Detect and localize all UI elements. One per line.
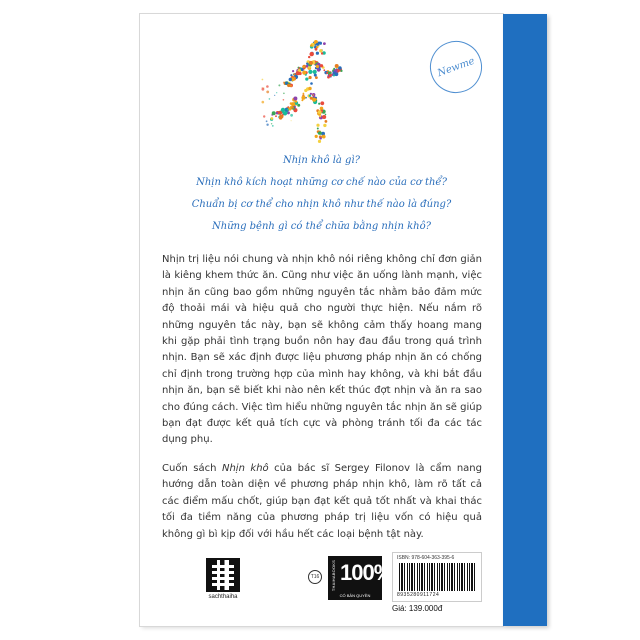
runner-dot bbox=[290, 74, 292, 76]
qr-label: sachthaiha bbox=[208, 594, 238, 600]
blurb-paragraph-2 bbox=[162, 461, 482, 543]
thaihabooks-brand: THAIHABOOKS bbox=[331, 560, 336, 592]
runner-dot bbox=[310, 82, 313, 85]
runner-dot bbox=[292, 70, 294, 72]
runner-dot bbox=[316, 43, 319, 46]
runner-dot bbox=[276, 112, 278, 114]
runner-trail-dot bbox=[262, 79, 264, 81]
runner-dot bbox=[315, 76, 318, 79]
runner-dot bbox=[281, 108, 285, 112]
runner-dot bbox=[305, 78, 308, 81]
runner-dot bbox=[321, 52, 323, 54]
runner-dot bbox=[310, 93, 312, 95]
barcode-bars bbox=[399, 563, 475, 591]
runner-trail-dot bbox=[262, 88, 265, 91]
runner-dot bbox=[289, 78, 292, 81]
runner-dot bbox=[318, 103, 320, 105]
runner-dot bbox=[316, 124, 319, 127]
newme-logo-text: Newme bbox=[435, 55, 477, 79]
qr-code bbox=[208, 560, 238, 590]
runner-trail-dot bbox=[286, 111, 288, 113]
runner-trail-dot bbox=[272, 125, 274, 127]
runner-dot bbox=[320, 137, 322, 139]
question-list bbox=[140, 150, 503, 238]
runner-trail-dot bbox=[291, 103, 293, 105]
runner-trail-dot bbox=[283, 82, 284, 83]
runner-dot bbox=[316, 65, 319, 68]
runner-trail-dot bbox=[290, 114, 293, 117]
runner-dot bbox=[306, 65, 309, 68]
runner-dot bbox=[336, 67, 338, 69]
runner-dot bbox=[318, 140, 321, 143]
runner-dot bbox=[340, 70, 342, 72]
runner-dot bbox=[292, 107, 294, 109]
runner-dot bbox=[319, 49, 322, 52]
runner-dot bbox=[303, 93, 305, 95]
runner-dot bbox=[287, 84, 290, 87]
runner-dot bbox=[308, 87, 311, 90]
runner-dot bbox=[317, 128, 319, 130]
runner-dot bbox=[323, 124, 326, 127]
runner-trail-dot bbox=[263, 115, 265, 117]
runner-dot bbox=[279, 116, 283, 120]
runner-dot bbox=[308, 70, 312, 74]
runner-illustration bbox=[260, 38, 360, 158]
runner-dot bbox=[329, 74, 332, 77]
runner-dot bbox=[338, 66, 342, 70]
runner-trail-dot bbox=[276, 92, 277, 93]
runner-dot bbox=[323, 42, 326, 45]
runner-dot bbox=[313, 70, 317, 74]
runner-dot bbox=[287, 109, 289, 111]
runner-dot bbox=[304, 89, 307, 92]
runner-dot bbox=[309, 76, 312, 79]
runner-trail-dot bbox=[283, 93, 285, 95]
runner-dot bbox=[320, 101, 324, 105]
isbn-label: ISBN: 978-604-363-395-6 bbox=[397, 555, 455, 561]
age-rating-badge: T16 bbox=[308, 570, 322, 584]
runner-trail-dot bbox=[290, 85, 292, 87]
runner-trail-dot bbox=[278, 84, 280, 86]
runner-dot bbox=[322, 115, 326, 119]
blue-side-band bbox=[503, 14, 547, 626]
runner-dot bbox=[325, 114, 327, 116]
blurb-p2-prefix: Cuốn sách bbox=[162, 462, 222, 474]
blurb bbox=[162, 252, 482, 555]
book-title-inline: Nhịn khô bbox=[221, 462, 269, 474]
thaihabooks-logo bbox=[328, 556, 393, 600]
runner-dot bbox=[325, 120, 328, 123]
question-4: Những bệnh gì có thể chữa bằng nhịn khô? bbox=[212, 221, 431, 232]
runner-trail-dot bbox=[283, 99, 285, 101]
runner-dot bbox=[288, 107, 291, 110]
runner-dot bbox=[315, 48, 318, 51]
runner-trail-dot bbox=[274, 95, 275, 96]
thaihabooks-100: 100% bbox=[340, 560, 393, 585]
blurb-paragraph-1: Nhịn trị liệu nói chung và nhịn khô nói riêng không chỉ đơn giản là kiêng khem thức ăn. Cũng như việc ăn uống lành mạnh, việc nhịn ăn cũng bao gồm những nguyên tắc nhằm bảo đảm mức độ thoải mái và hiệu quả cho người thực hiện. Nếu nắm rõ những nguyên tắc này, bạn sẽ không cảm thấy hoang mang khi gặp phải tình trạng buồn nôn hay đau đầu trong quá trình nhịn. Bạn sẽ xác định được liệu phương pháp nhịn ăn có chống chỉ định trong trường hợp của mình hay không, và khi bắt đầu nhịn ăn, bạn sẽ biết khi nào nên kết thúc đợt nhịn và ăn ra sao cho đúng cách. Việc tìm hiểu những nguyên tắc nhịn ăn sẽ giúp bạn đạt được kết quả tích cực và phòng tránh tối đa các tác dụng phụ. bbox=[162, 254, 482, 446]
runner-dot bbox=[275, 115, 277, 117]
runner-dot bbox=[316, 52, 319, 55]
runner-dot bbox=[314, 74, 317, 77]
runner-dot bbox=[315, 135, 318, 138]
runner-dot bbox=[293, 73, 295, 75]
runner-trail-dot bbox=[271, 123, 272, 124]
book-back-cover bbox=[140, 14, 503, 626]
question-2: Nhịn khô kích hoạt những cơ chế nào của cơ thể? bbox=[196, 177, 447, 188]
runner-dot bbox=[312, 98, 316, 102]
runner-dot bbox=[334, 71, 336, 73]
runner-dot bbox=[322, 135, 326, 139]
runner-trail-dot bbox=[280, 110, 281, 111]
runner-dot bbox=[312, 94, 314, 96]
runner-dot bbox=[310, 52, 314, 56]
question-1: Nhịn khô là gì? bbox=[282, 155, 360, 166]
runner-dot bbox=[301, 96, 305, 100]
runner-dot bbox=[319, 68, 321, 70]
runner-trail-dot bbox=[266, 124, 268, 126]
runner-trail-dot bbox=[266, 85, 269, 88]
question-3: Chuẩn bị cơ thể cho nhịn khô như thế nào là đúng? bbox=[191, 199, 452, 210]
runner-trail-dot bbox=[266, 91, 269, 94]
runner-dot bbox=[318, 131, 322, 135]
runner-dot bbox=[270, 117, 273, 120]
runner-dot bbox=[319, 42, 321, 44]
runner-dot bbox=[319, 115, 321, 117]
runner-dot bbox=[310, 44, 313, 47]
runner-dot bbox=[318, 110, 322, 114]
newme-logo bbox=[423, 34, 490, 101]
runner-dot bbox=[295, 100, 297, 102]
runner-trail-dot bbox=[291, 120, 292, 121]
blurb-p2-suffix: của bác sĩ Sergey Filonov là cẩm nang hướng dẫn toàn diện về phương pháp nhịn khô, làm rõ tất cả các điểm mấu chốt, giúp bạn đạt kết quả tốt nhất và khai thác tối đa tiềm năng của phương pháp trị liệu vốn có hiệu quả không gì bì kịp đối với hầu hết các loại bệnh tật này. bbox=[162, 462, 482, 540]
runner-dot bbox=[301, 99, 303, 101]
cover-footer bbox=[140, 550, 503, 626]
runner-dot bbox=[293, 97, 297, 101]
runner-dot bbox=[309, 61, 313, 65]
barcode-digits: 8935280911724 bbox=[397, 592, 440, 598]
barcode bbox=[392, 552, 482, 602]
runner-dot bbox=[272, 111, 276, 115]
price-label: Giá: 139.000đ bbox=[392, 604, 443, 613]
runner-trail-dot bbox=[266, 120, 268, 122]
runner-trail-dot bbox=[269, 98, 271, 100]
runner-dot bbox=[296, 71, 300, 75]
runner-dot bbox=[320, 64, 323, 67]
runner-dot bbox=[310, 97, 313, 100]
runner-dot bbox=[323, 69, 325, 71]
runner-dot bbox=[306, 63, 308, 65]
runner-dot bbox=[302, 71, 306, 75]
runner-dot bbox=[308, 56, 310, 58]
runner-trail-dot bbox=[262, 101, 265, 104]
runner-dot bbox=[303, 68, 305, 70]
thaihabooks-copyright: CÓ BẢN QUYỀN bbox=[339, 593, 371, 598]
